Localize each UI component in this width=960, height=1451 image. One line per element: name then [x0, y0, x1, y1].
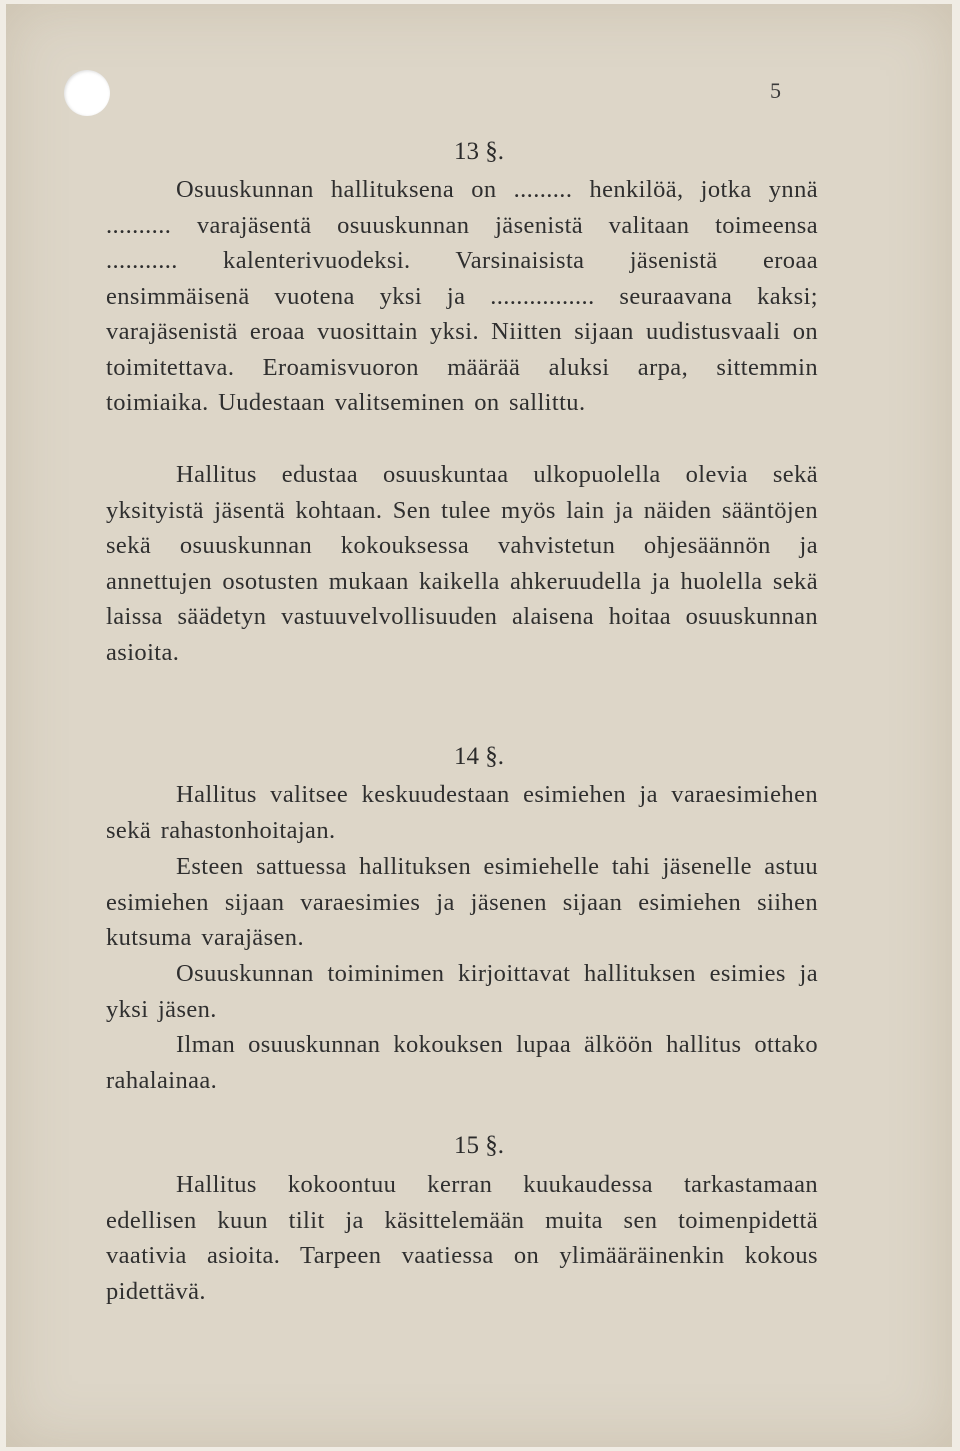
page-number: 5 [770, 78, 781, 103]
section-heading-13: 13 §. [454, 138, 504, 165]
section-14-paragraph-1: Hallitus valitsee keskuudestaan esimiehen ja varaesimiehen sekä rahastonhoitajan. [106, 781, 818, 844]
section-13-paragraph-1: Osuuskunnan hallituksena on ......... henkilöä, jotka ynnä .......... varajäsentä osuuskunnan jäsenistä valitaan toimeensa ........... kalenterivuodeksi. Varsinaisista jäsenistä eroaa ensimmäisenä vuotena yksi ja ................ seuraavana kaksi; varajäsenistä eroaa vuosittain yksi. Niitten sijaan uudistusvaali on toimitettava. Eroamisvuoron määrää aluksi arpa, sittemmin toimiaika. Uudestaan valitseminen on sallittu. [106, 176, 818, 416]
section-15-paragraph-1: Hallitus kokoontuu kerran kuukaudessa tarkastamaan edellisen kuun tilit ja käsittelemään muita sen toimenpidettä vaativia asioita. Tarpeen vaatiessa on ylimääräinenkin kokous pidettävä. [106, 1171, 818, 1305]
section-13-paragraph-2: Hallitus edustaa osuuskuntaa ulkopuolella olevia sekä yksityistä jäsentä kohtaan. Sen tulee myös lain ja näiden sääntöjen sekä osuuskunnan kokouksessa vahvistetun ohjesäännön ja annettujen osotusten mukaan kaikella ahkeruudella ja huolella sekä laissa säädetyn vastuuvelvollisuuden alaisena hoitaa osuuskunnan asioita. [106, 461, 818, 666]
section-14-paragraph-4: Ilman osuuskunnan kokouksen lupaa älköön hallitus ottako rahalainaa. [106, 1031, 818, 1094]
scanned-page [6, 4, 952, 1447]
punch-hole [64, 70, 110, 116]
section-14-paragraph-3: Osuuskunnan toiminimen kirjoittavat hallituksen esimies ja yksi jäsen. [106, 960, 818, 1023]
section-heading-15: 15 §. [454, 1132, 504, 1159]
section-heading-14: 14 §. [454, 743, 504, 770]
section-14-paragraph-2: Esteen sattuessa hallituksen esimiehelle tahi jäsenelle astuu esimiehen sijaan varaesimies ja jäsenen sijaan esimiehen siihen kutsuma varajäsen. [106, 853, 818, 951]
